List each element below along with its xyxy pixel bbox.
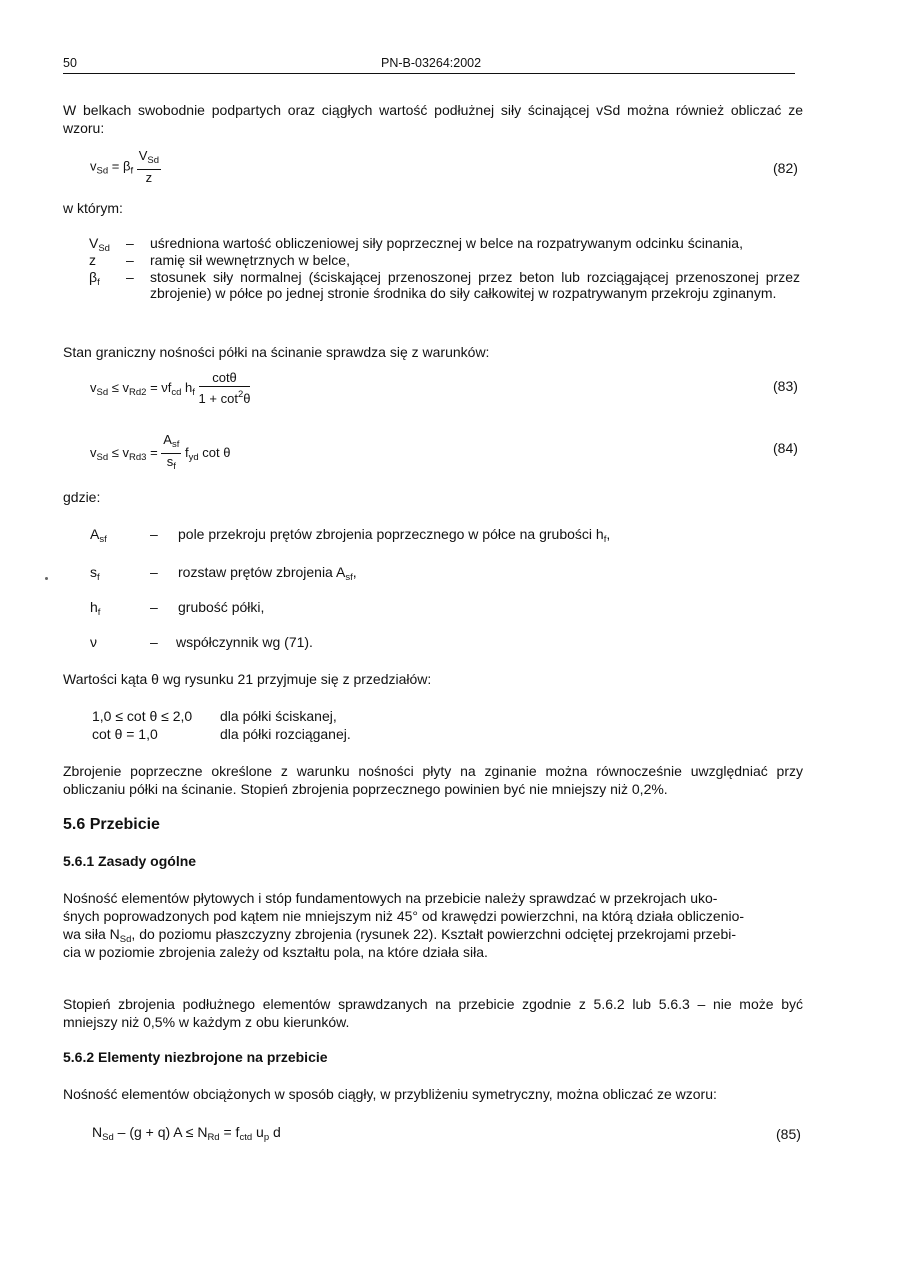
- fraction: $\frac{A_{sf}}{s_f}$: [163, 432, 180, 472]
- range-desc: dla półki ściskanej,: [220, 708, 337, 724]
- equation-84: $v_{Sd} \le v_{Rd3}$ = $\frac{A_{sf}}{s_f}$ $f_{yd}$ cot θ: [90, 432, 230, 475]
- def-text: współczynnik wg (71).: [176, 634, 313, 650]
- range-desc: dla półki rozciąganej.: [220, 726, 351, 742]
- section-heading-5-6-2: 5.6.2 Elementy niezbrojone na przebicie: [63, 1049, 328, 1065]
- p562-paragraph: Nośność elementów obciążonych w sposób ciągły, w przybliżeniu symetryczny, można obliczać ze wzoru:: [63, 1086, 717, 1102]
- def-symbol: $h_f$: [90, 599, 101, 618]
- section-heading-5-6: 5.6 Przebicie: [63, 816, 160, 833]
- p561b-paragraph: Stopień zbrojenia podłużnego elementów sprawdzanych na przebicie zgodnie z 5.6.2 lub 5.6.3 – nie może być mniejszy niż 0,5% w każdym z obu kierunków.: [63, 996, 803, 1030]
- wartosci-paragraph: Wartości kąta θ wg rysunku 21 przyjmuje się z przedziałów:: [63, 671, 432, 687]
- def-symbol: z: [89, 252, 96, 268]
- scan-speck: [45, 577, 48, 580]
- w-ktorym-label: w którym:: [63, 200, 123, 216]
- p561a-line3: wa siła $N_{Sd}$, do poziomu płaszczyzny zbrojenia (rysunek 22). Kształt powierzchni odciętej przekrojami przebi-: [63, 926, 737, 945]
- intro-paragraph: W belkach swobodnie podpartych oraz ciągłych wartość podłużnej siły ścinającej vSd można również obliczać ze wzoru:: [63, 102, 803, 136]
- def-symbol: ν: [90, 634, 97, 650]
- def-text: stosunek siły normalnej (ściskającej przenoszonej przez beton lub rozciągającej przenoszonej przez zbrojenie) w półce po jednej stronie środnika do siły całkowitej w rozpatrywanym przekroju zginanym.: [150, 269, 800, 301]
- def-symbol: $V_{Sd}$: [89, 235, 110, 254]
- section-heading-5-6-1: 5.6.1 Zasady ogólne: [63, 853, 197, 869]
- p561a-line2: śnych poprowadzonych pod kątem nie mniejszym niż 45° od krawędzi powierzchni, na którą działa obliczenio-: [63, 908, 745, 924]
- equation-number-85: (85): [776, 1126, 801, 1142]
- equation-85: $N_{Sd} - (g + q) A \le N_{Rd} = f_{ctd}$ $u_p$ d: [92, 1124, 281, 1143]
- def-symbol: $\beta_f$: [89, 269, 100, 288]
- equation-number-82: (82): [773, 160, 798, 176]
- zbrojenie-paragraph: Zbrojenie poprzeczne określone z warunku nośności płyty na zginanie można równocześnie uwzględniać przy obliczaniu półki na ścinanie. Stopień zbrojenia poprzecznego powinien być nie mniejszy niż 0,2%.: [63, 763, 803, 797]
- p561a-line1: Nośność elementów płytowych i stóp fundamentowych na przebicie należy sprawdzać w przekrojach uko-: [63, 890, 718, 906]
- range-cond: cot θ = 1,0: [92, 726, 158, 742]
- gdzie-label: gdzie:: [63, 489, 101, 505]
- range-cond: 1,0 ≤ cot θ ≤ 2,0: [92, 708, 193, 724]
- def-text: ramię sił wewnętrznych w belce,: [150, 252, 350, 268]
- page-header: [63, 55, 795, 74]
- equation-number-84: (84): [773, 440, 798, 456]
- standard-code: PN-B-03264:2002: [381, 56, 482, 70]
- def-symbol: $s_f$: [90, 564, 100, 583]
- page-number: 50: [63, 56, 77, 70]
- def-text: rozstaw prętów zbrojenia $A_{sf}$,: [178, 564, 357, 583]
- fraction: $\frac{\cot\theta}{1 + \cot^2\theta}$: [198, 370, 251, 406]
- stan-paragraph: Stan graniczny nośności półki na ścinanie sprawdza się z warunków:: [63, 344, 490, 360]
- fraction: $\frac{V_{Sd}}{z}$: [138, 148, 159, 185]
- def-text: grubość półki,: [178, 599, 265, 615]
- equation-number-83: (83): [773, 378, 798, 394]
- def-text: uśredniona wartość obliczeniowej siły poprzecznej w belce na rozpatrywanym odcinku ścinania,: [150, 235, 743, 251]
- p561a-line4: cia w poziomie zbrojenia zależy od kształtu pola, na które działa siła.: [63, 944, 488, 960]
- def-symbol: $A_{sf}$: [90, 526, 107, 545]
- equation-82: $v_{Sd} = \beta_f$ $\frac{V_{Sd}}{z}$: [90, 148, 159, 185]
- equation-83: $v_{Sd} \le v_{Rd2} = \nu f_{cd}$ $h_f$ $\frac{\cot\theta}{1 + \cot^2\theta}$: [90, 370, 251, 406]
- def-text: pole przekroju prętów zbrojenia poprzecznego w półce na grubości $h_f$,: [178, 526, 611, 545]
